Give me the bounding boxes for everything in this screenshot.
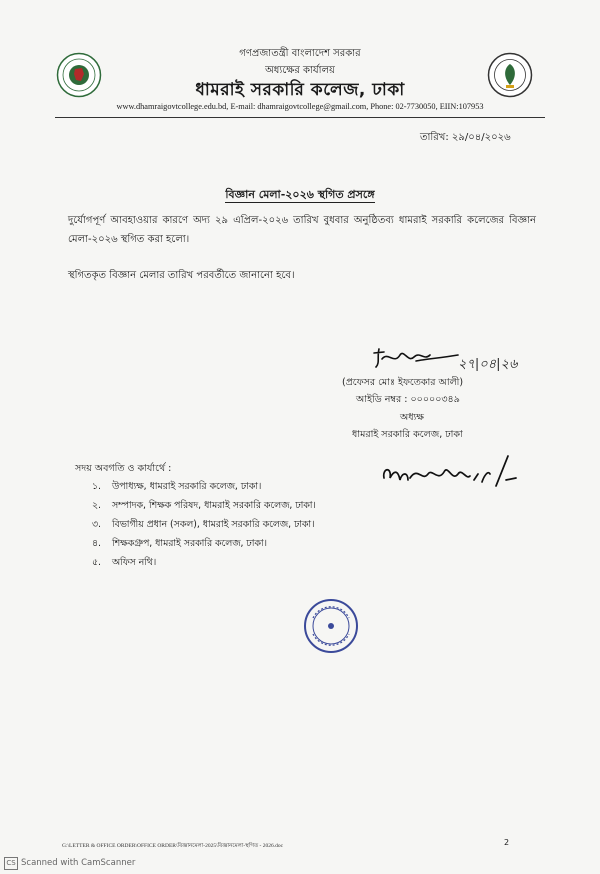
principal-college: ধামরাই সরকারি কলেজ, ঢাকা <box>352 429 463 440</box>
scanner-watermark: CS Scanned with CamScanner <box>4 857 135 870</box>
subject-line <box>0 186 600 205</box>
handwritten-date: ২৭|০৪|২৬ <box>458 357 518 372</box>
camscanner-icon: CS <box>4 857 18 870</box>
contact-line: www.dhamraigovtcollege.edu.bd, E-mail: dhamraigovtcollege@gmail.com, Phone: 02-7730050, EIIN:107953 <box>116 102 484 111</box>
principal-name: (প্রফেসর মোঃ ইফতেকার আলী) <box>342 377 464 388</box>
list-item: ২. সম্পাদক, শিক্ষক পরিষদ, ধামরাই সরকারি কলেজ, ঢাকা। <box>92 500 316 511</box>
principal-signature-icon <box>370 343 462 373</box>
footer-file-path: G:\LETTER & OFFICE ORDER\OFFICE ORDER\বিজ্ঞানমেলা-2025\বিজ্ঞানমেলা-স্থগিত - 2026.doc <box>62 843 284 849</box>
distribution-list <box>92 477 316 572</box>
list-item: ৩. বিভাগীয় প্রধান (সকল), ধামরাই সরকারি কলেজ, ঢাকা। <box>92 519 315 530</box>
subject-text: বিজ্ঞান মেলা-২০২৬ স্থগিত প্রসঙ্গে <box>225 188 375 201</box>
page-number: 2 <box>504 838 510 847</box>
government-name: গণপ্রজাতন্ত্রী বাংলাদেশ সরকার <box>239 48 361 59</box>
office-name: অধ্যক্ষের কার্যালয় <box>265 65 335 76</box>
college-name: ধামরাই সরকারি কলেজ, ঢাকা <box>195 80 405 100</box>
document-date: তারিখ: ২৯/০৪/২০২৬ <box>420 132 511 143</box>
distribution-heading: সদয় অবগতি ও কার্যার্থে : <box>75 463 172 474</box>
official-stamp-icon <box>303 598 359 654</box>
list-item: ৫. অফিস নথি। <box>92 557 157 568</box>
list-item: ৪. শিক্ষকগ্রুপ, ধামরাই সরকারি কলেজ, ঢাকা। <box>92 538 267 549</box>
header-divider <box>55 117 545 118</box>
secondary-signature-icon <box>378 452 520 498</box>
principal-id: আইডি নম্বর : ০০০০০৩৪৯ <box>356 394 460 405</box>
principal-title: অধ্যক্ষ <box>400 412 425 423</box>
body-paragraph-1: দুর্যোগপূর্ণ আবহাওয়ার কারণে অদ্য ২৯ এপ্রিল-২০২৬ তারিখ বুধবার অনুষ্ঠিতব্য ধামরাই সরকারি কলেজের বিজ্ঞান মেলা-২০২৬ স্থগিত করা হলো। <box>68 215 536 245</box>
body-paragraph-2: স্থগিতকৃত বিজ্ঞান মেলার তারিখ পরবর্তীতে জানানো হবে। <box>68 270 295 281</box>
list-item: ১. উপাধ্যক্ষ, ধামরাই সরকারি কলেজ, ঢাকা। <box>92 481 262 492</box>
